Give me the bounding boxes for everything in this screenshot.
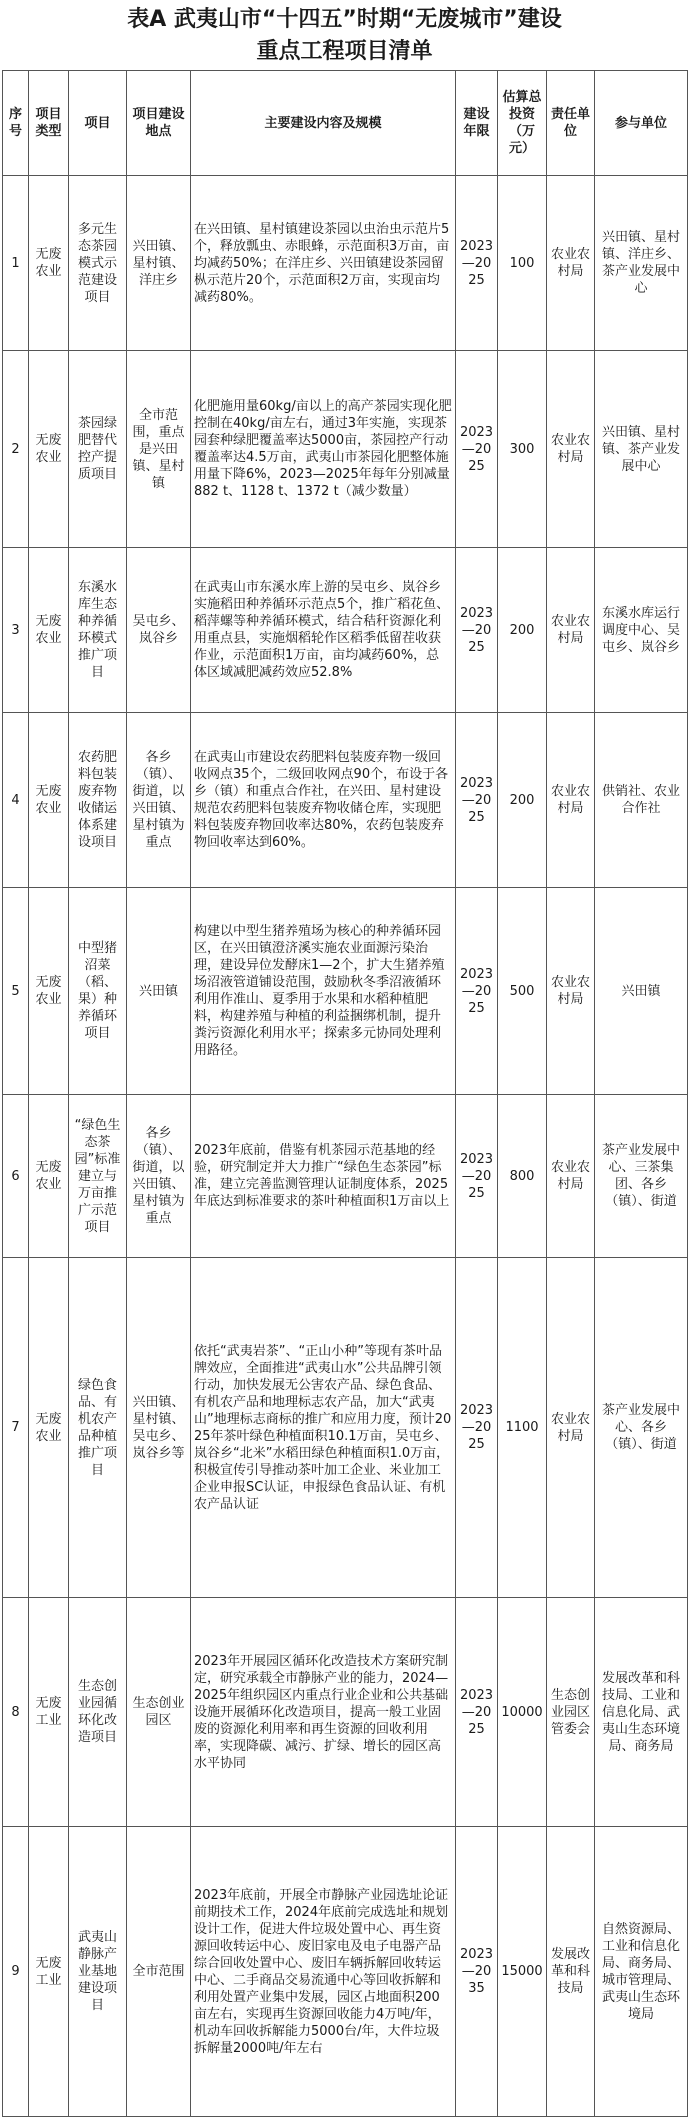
cell-project: 茶园绿肥替代控产提质项目 [69, 351, 127, 548]
cell-seq: 5 [3, 888, 29, 1095]
cell-project: “绿色生态茶园”标准建立与万亩推广示范项目 [69, 1095, 127, 1258]
table-row [3, 1827, 688, 2117]
cell-type: 无废农业 [29, 1095, 69, 1258]
cell-seq: 3 [3, 548, 29, 713]
project-table [2, 70, 688, 2117]
table-header-row [3, 71, 688, 176]
cell-participants: 兴田镇、星村镇、洋庄乡、茶产业发展中心 [595, 176, 688, 351]
header-period: 建设年限 [456, 71, 498, 176]
cell-seq: 2 [3, 351, 29, 548]
cell-project: 生态创业园循环化改造项目 [69, 1598, 127, 1827]
cell-location: 生态创业园区 [127, 1598, 191, 1827]
cell-seq: 9 [3, 1827, 29, 2117]
cell-period: 2023—2035 [456, 1827, 498, 2117]
cell-content: 2023年底前，开展全市静脉产业园选址论证前期技术工作，2024年底前完成选址和规划设计工作，促进大件垃圾处置中心、再生资源回收转运中心、废旧家电及电子电器产品综合回收处置中心、废旧车辆拆解回收转运中心、二手商品交易流通中心等回收拆解和利用处置产业集中发展，园区占地面积200亩左右，实现再生资源回收能力4万吨/年，机动车回收拆解能力5000台/年，大件垃圾拆解量2000吨/年左右 [191, 1827, 456, 2117]
cell-location: 吴屯乡、岚谷乡 [127, 548, 191, 713]
cell-responsible: 农业农村局 [547, 1258, 595, 1598]
cell-investment: 800 [498, 1095, 547, 1258]
cell-location: 各乡（镇）、街道，以兴田镇、星村镇为重点 [127, 1095, 191, 1258]
cell-participants: 茶产业发展中心、各乡（镇）、街道 [595, 1258, 688, 1598]
cell-type: 无废农业 [29, 888, 69, 1095]
document-title [0, 0, 689, 70]
cell-investment: 200 [498, 713, 547, 888]
cell-location: 兴田镇、星村镇、吴屯乡、岚谷乡等 [127, 1258, 191, 1598]
cell-content: 依托“武夷岩茶”、“正山小种”等现有茶叶品牌效应，全面推进“武夷山水”公共品牌引领行动，加快发展无公害农产品、绿色食品、有机农产品和地理标志农产品，加大“武夷山”地理标志商标的推广和应用力度，预计2025年茶叶绿色种植面积10.1万亩，吴屯乡、岚谷乡“北米”水稻田绿色种植面积1.0万亩，积极宣传引导推动茶叶加工企业、米业加工企业申报SC认证，申报绿色食品认证、有机农产品认证 [191, 1258, 456, 1598]
cell-participants: 兴田镇、星村镇、茶产业发展中心 [595, 351, 688, 548]
cell-type: 无废农业 [29, 176, 69, 351]
table-row [3, 888, 688, 1095]
header-seq: 序号 [3, 71, 29, 176]
cell-period: 2023—2025 [456, 1598, 498, 1827]
cell-seq: 1 [3, 176, 29, 351]
cell-location: 兴田镇、星村镇、洋庄乡 [127, 176, 191, 351]
cell-responsible: 农业农村局 [547, 548, 595, 713]
cell-responsible: 农业农村局 [547, 888, 595, 1095]
header-content: 主要建设内容及规模 [191, 71, 456, 176]
cell-investment: 10000 [498, 1598, 547, 1827]
cell-participants: 茶产业发展中心、三茶集团、各乡（镇）、街道 [595, 1095, 688, 1258]
table-row [3, 548, 688, 713]
cell-seq: 8 [3, 1598, 29, 1827]
header-participants: 参与单位 [595, 71, 688, 176]
cell-project: 中型猪沼菜（稻、果）种养循环项目 [69, 888, 127, 1095]
title-line-2: 重点工程项目清单 [256, 39, 433, 64]
cell-content: 在武夷山市东溪水库上游的吴屯乡、岚谷乡实施稻田种养循环示范点5个，推广稻花鱼、稻萍螺等种养循环模式，结合秸秆资源化利用重点县，实施烟稻轮作区稻季低留茬收获作业，示范面积1万亩，亩均减药60%，总体区域减肥减药效应52.8% [191, 548, 456, 713]
cell-project: 武夷山静脉产业基地建设项目 [69, 1827, 127, 2117]
table-row [3, 1258, 688, 1598]
header-investment: 估算总投资（万元） [498, 71, 547, 176]
cell-period: 2023—2025 [456, 1095, 498, 1258]
cell-project: 多元生态茶园模式示范建设项目 [69, 176, 127, 351]
cell-period: 2023—2025 [456, 351, 498, 548]
header-project: 项目 [69, 71, 127, 176]
cell-period: 2023—2025 [456, 888, 498, 1095]
cell-period: 2023—2025 [456, 1258, 498, 1598]
cell-content: 在兴田镇、星村镇建设茶园以虫治虫示范片5个，释放瓢虫、赤眼蜂，示范面积3万亩，亩均减药50%；在洋庄乡、兴田镇建设茶园留枞示范片20个，示范面积2万亩，实现亩均减药80%。 [191, 176, 456, 351]
cell-content: 构建以中型生猪养殖场为核心的种养循环园区，在兴田镇澄济溪实施农业面源污染治理，建设异位发酵床1—2个，扩大生猪养殖场沼液管道铺设范围，鼓励秋冬季沼液循环利用作准山、夏季用于水果和水稻种植肥料，构建养殖与种植的利益捆绑机制，提升粪污资源化利用水平；探索多元协同处理利用路径。 [191, 888, 456, 1095]
cell-responsible: 农业农村局 [547, 713, 595, 888]
cell-location: 全市范围 [127, 1827, 191, 2117]
cell-location: 全市范围，重点是兴田镇、星村镇 [127, 351, 191, 548]
cell-responsible: 发展改革和科技局 [547, 1827, 595, 2117]
table-row [3, 713, 688, 888]
table-row [3, 1598, 688, 1827]
cell-seq: 6 [3, 1095, 29, 1258]
cell-location: 各乡（镇）、街道，以兴田镇、星村镇为重点 [127, 713, 191, 888]
table-row [3, 351, 688, 548]
header-responsible: 责任单位 [547, 71, 595, 176]
cell-investment: 500 [498, 888, 547, 1095]
cell-content: 2023年底前，借鉴有机茶园示范基地的经验，研究制定并大力推广“绿色生态茶园”标准，建立完善监测管理认证制度体系，2025年底达到标准要求的茶叶种植面积1万亩以上 [191, 1095, 456, 1258]
cell-investment: 1100 [498, 1258, 547, 1598]
cell-responsible: 农业农村局 [547, 1095, 595, 1258]
cell-participants: 自然资源局、工业和信息化局、商务局、城市管理局、武夷山生态环境局 [595, 1827, 688, 2117]
cell-participants: 兴田镇 [595, 888, 688, 1095]
cell-project: 农药肥料包装废弃物收储运体系建设项目 [69, 713, 127, 888]
cell-period: 2023—2025 [456, 548, 498, 713]
cell-content: 2023年开展园区循环化改造技术方案研究制定，研究承载全市静脉产业的能力，2024—2025年组织园区内重点行业企业和公共基础设施开展循环化改造项目，提高一般工业固废的资源化利用率和再生资源的回收利用率，实现降碳、减污、扩绿、增长的园区高水平协同 [191, 1598, 456, 1827]
cell-responsible: 生态创业园区管委会 [547, 1598, 595, 1827]
cell-project: 东溪水库生态种养循环模式推广项目 [69, 548, 127, 713]
header-location: 项目建设地点 [127, 71, 191, 176]
cell-responsible: 农业农村局 [547, 176, 595, 351]
table-row [3, 1095, 688, 1258]
cell-type: 无废农业 [29, 548, 69, 713]
table-row [3, 176, 688, 351]
cell-type: 无废农业 [29, 351, 69, 548]
cell-seq: 7 [3, 1258, 29, 1598]
cell-participants: 东溪水库运行调度中心、吴屯乡、岚谷乡 [595, 548, 688, 713]
cell-location: 兴田镇 [127, 888, 191, 1095]
header-type: 项目类型 [29, 71, 69, 176]
cell-content: 在武夷山市建设农药肥料包装废弃物一级回收网点35个，二级回收网点90个，布设于各乡（镇）和重点合作社，在兴田、星村建设规范农药肥料包装废弃物收储仓库，实现肥料包装废弃物回收率达80%，农药包装废弃物回收率达到60%。 [191, 713, 456, 888]
cell-period: 2023—2025 [456, 176, 498, 351]
title-line-1: 表A 武夷山市“十四五”时期“无废城市”建设 [127, 7, 562, 32]
cell-responsible: 农业农村局 [547, 351, 595, 548]
cell-type: 无废农业 [29, 1258, 69, 1598]
cell-type: 无废农业 [29, 713, 69, 888]
cell-content: 化肥施用量60kg/亩以上的高产茶园实现化肥控制在40kg/亩左右，通过3年实施，实现茶园套种绿肥覆盖率达5000亩，茶园控产行动覆盖率达4.5万亩，武夷山市茶园化肥整体施用量下降6%，2023—2025年每年分别减量882 t、1128 t、1372 t（减少数量） [191, 351, 456, 548]
cell-participants: 发展改革和科技局、工业和信息化局、武夷山生态环境局、商务局 [595, 1598, 688, 1827]
cell-participants: 供销社、农业合作社 [595, 713, 688, 888]
cell-type: 无废工业 [29, 1827, 69, 2117]
cell-investment: 200 [498, 548, 547, 713]
cell-seq: 4 [3, 713, 29, 888]
cell-investment: 300 [498, 351, 547, 548]
cell-investment: 15000 [498, 1827, 547, 2117]
cell-period: 2023—2025 [456, 713, 498, 888]
cell-project: 绿色食品、有机农产品种植推广项目 [69, 1258, 127, 1598]
cell-investment: 100 [498, 176, 547, 351]
cell-type: 无废工业 [29, 1598, 69, 1827]
